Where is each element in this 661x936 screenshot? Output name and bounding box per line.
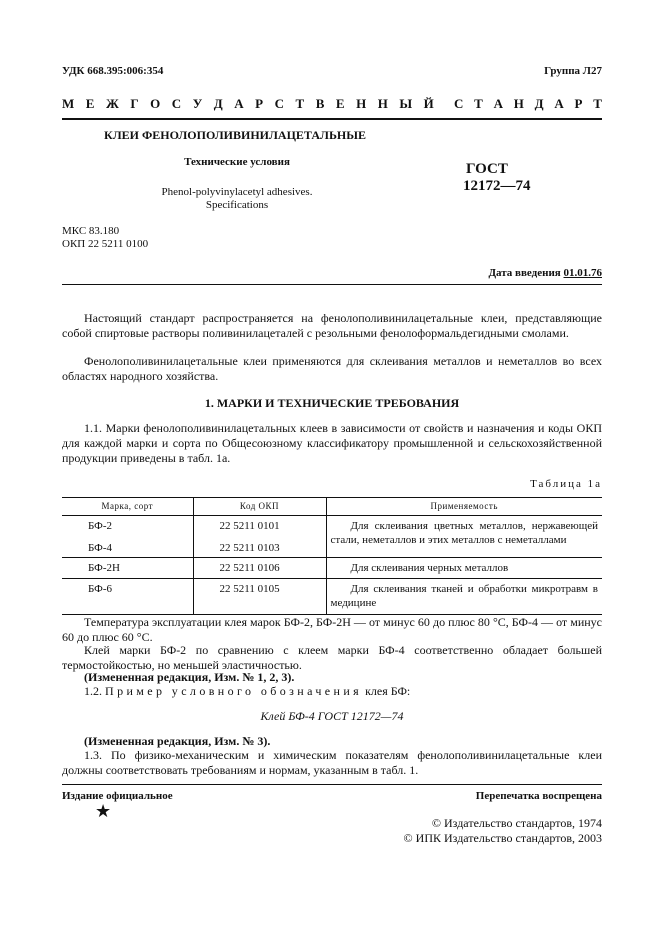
intro-date-value: 01.01.76	[563, 267, 602, 279]
english-title-line2: Specifications	[205, 199, 269, 211]
table-header-row	[62, 498, 602, 516]
copyright-2003: © ИПК Издательство стандартов, 2003	[403, 831, 602, 845]
banner-letter: М	[62, 96, 75, 111]
header-rule	[62, 118, 602, 120]
banner-letter: Г	[130, 96, 139, 111]
banner-letter: Й	[423, 96, 434, 111]
cell-okp: 22 5211 0105	[193, 579, 326, 615]
banner-letter: С	[171, 96, 182, 111]
banner-letter: С	[274, 96, 284, 111]
marks-table	[62, 497, 602, 615]
banner-letter: Т	[474, 96, 483, 111]
banner-letter: Р	[255, 96, 264, 111]
banner-letter: А	[493, 96, 503, 111]
english-title-line1: Phenol-polyvinylacetyl adhesives.	[161, 186, 313, 198]
paragraph-1-2-spaced-term: Пример условного обозначения	[105, 684, 363, 698]
banner-letter: Т	[593, 96, 602, 111]
table-caption: Таблица 1а	[530, 478, 602, 490]
paragraph-1-2-suffix: клея БФ:	[365, 684, 411, 698]
table-row	[62, 516, 602, 534]
paragraph-1-2-number: 1.2.	[84, 684, 102, 698]
cell-mark: БФ-4	[88, 542, 113, 554]
banner-letter: Т	[295, 96, 305, 111]
header-okp: Код ОКП	[193, 498, 326, 516]
cell-application: Для склеивания черных металлов	[326, 558, 602, 579]
okp-code: ОКП 22 5211 0100	[62, 238, 149, 250]
banner-word-standard	[454, 96, 602, 111]
banner-letter: Р	[574, 96, 583, 111]
section-1-title: 1. МАРКИ И ТЕХНИЧЕСКИЕ ТРЕБОВАНИЯ	[204, 396, 460, 410]
intro-paragraph-2: Фенолополивинилацетальные клеи применяются для склеивания металлов и неметаллов во всех областях народного хозяйства.	[62, 354, 602, 383]
intro-date-label: Дата введения	[488, 267, 561, 279]
star-icon: ★	[95, 801, 112, 821]
amendment-note-1: (Измененная редакция, Изм. № 1, 2, 3).	[84, 670, 295, 684]
comparison-paragraph: Клей марки БФ-2 по сравнению с клеем марки БФ-4 соответственно обладает большей термостойкостью, но меньшей эластичностью.	[62, 643, 602, 672]
banner-letter: А	[554, 96, 564, 111]
cell-application: Для склеивания цветных металлов, нержавеющей стали, неметаллов и этих металлов с неметаллами	[326, 516, 602, 558]
group-code: Группа Л27	[544, 65, 602, 77]
amendment-note-2: (Измененная редакция, Изм. № 3).	[84, 734, 271, 748]
reprint-prohibited: Перепечатка воспрещена	[475, 790, 602, 802]
banner-letter: У	[192, 96, 203, 111]
banner-word-interstate	[62, 96, 434, 111]
standard-banner	[62, 96, 602, 111]
designation-example: Клей БФ-4 ГОСТ 12172—74	[260, 709, 404, 723]
table-row	[62, 579, 602, 615]
banner-letter: Н	[356, 96, 367, 111]
gost-number: 12172—74	[463, 178, 531, 194]
paragraph-1-2	[84, 684, 410, 699]
cell-mark: БФ-2	[88, 520, 113, 532]
banner-letter: Н	[377, 96, 388, 111]
banner-letter: Д	[213, 96, 223, 111]
date-rule	[62, 284, 602, 285]
banner-letter: Н	[513, 96, 524, 111]
footer-rule	[62, 784, 602, 785]
standard-subtitle: Технические условия	[184, 156, 290, 168]
cell-application: Для склеивания тканей и обработки микротравм в медицине	[326, 579, 602, 615]
copyright-1974: © Издательство стандартов, 1974	[431, 816, 602, 830]
banner-letter: Ы	[399, 96, 413, 111]
mks-code: МКС 83.180	[62, 225, 120, 237]
table-row	[62, 558, 602, 579]
banner-letter: В	[315, 96, 325, 111]
header-application: Применяемость	[326, 498, 602, 516]
cell-mark: БФ-6	[62, 579, 193, 615]
paragraph-1-1: 1.1. Марки фенолополивинилацетальных клеев в зависимости от свойств и назначения и коды ОКП для каждой марки и сорта по Общесоюзному классификатору промышленной и сельскохозяйственной продукции приведены в табл. 1а.	[62, 421, 602, 465]
paragraph-1-3: 1.3. По физико-механическим и химическим показателям фенолополивинилацетальные клеи должны соответствовать требованиям и нормам, указанным в табл. 1.	[62, 748, 602, 777]
intro-paragraph-1: Настоящий стандарт распространяется на фенолополивинилацетальные клеи, представляющие собой спиртовые растворы поливинилацеталей с резольными фенолоформальдегидными смолами.	[62, 311, 602, 340]
cell-okp: 22 5211 0106	[193, 558, 326, 579]
banner-letter: А	[234, 96, 244, 111]
banner-letter: Д	[534, 96, 544, 111]
standard-title: КЛЕИ ФЕНОЛОПОЛИВИНИЛАЦЕТАЛЬНЫЕ	[104, 128, 367, 142]
banner-letter: С	[454, 96, 464, 111]
official-edition: Издание официальное	[62, 790, 173, 802]
temperature-paragraph: Температура эксплуатации клея марок БФ-2, БФ-2Н — от минус 60 до плюс 80 °С, БФ-4 — от минус 60 до плюс 60 °С.	[62, 615, 602, 644]
banner-letter: Е	[85, 96, 95, 111]
gost-label: ГОСТ	[466, 161, 508, 177]
banner-letter: Е	[335, 96, 345, 111]
cell-okp: 22 5211 0101	[193, 516, 326, 534]
banner-letter: Ж	[105, 96, 119, 111]
header-mark: Марка, сорт	[62, 498, 193, 516]
banner-letter: О	[150, 96, 161, 111]
udk-code: УДК 668.395:006:354	[62, 65, 164, 77]
cell-okp: 22 5211 0103	[193, 533, 326, 558]
intro-date	[488, 266, 602, 281]
cell-mark: БФ-2Н	[62, 558, 193, 579]
